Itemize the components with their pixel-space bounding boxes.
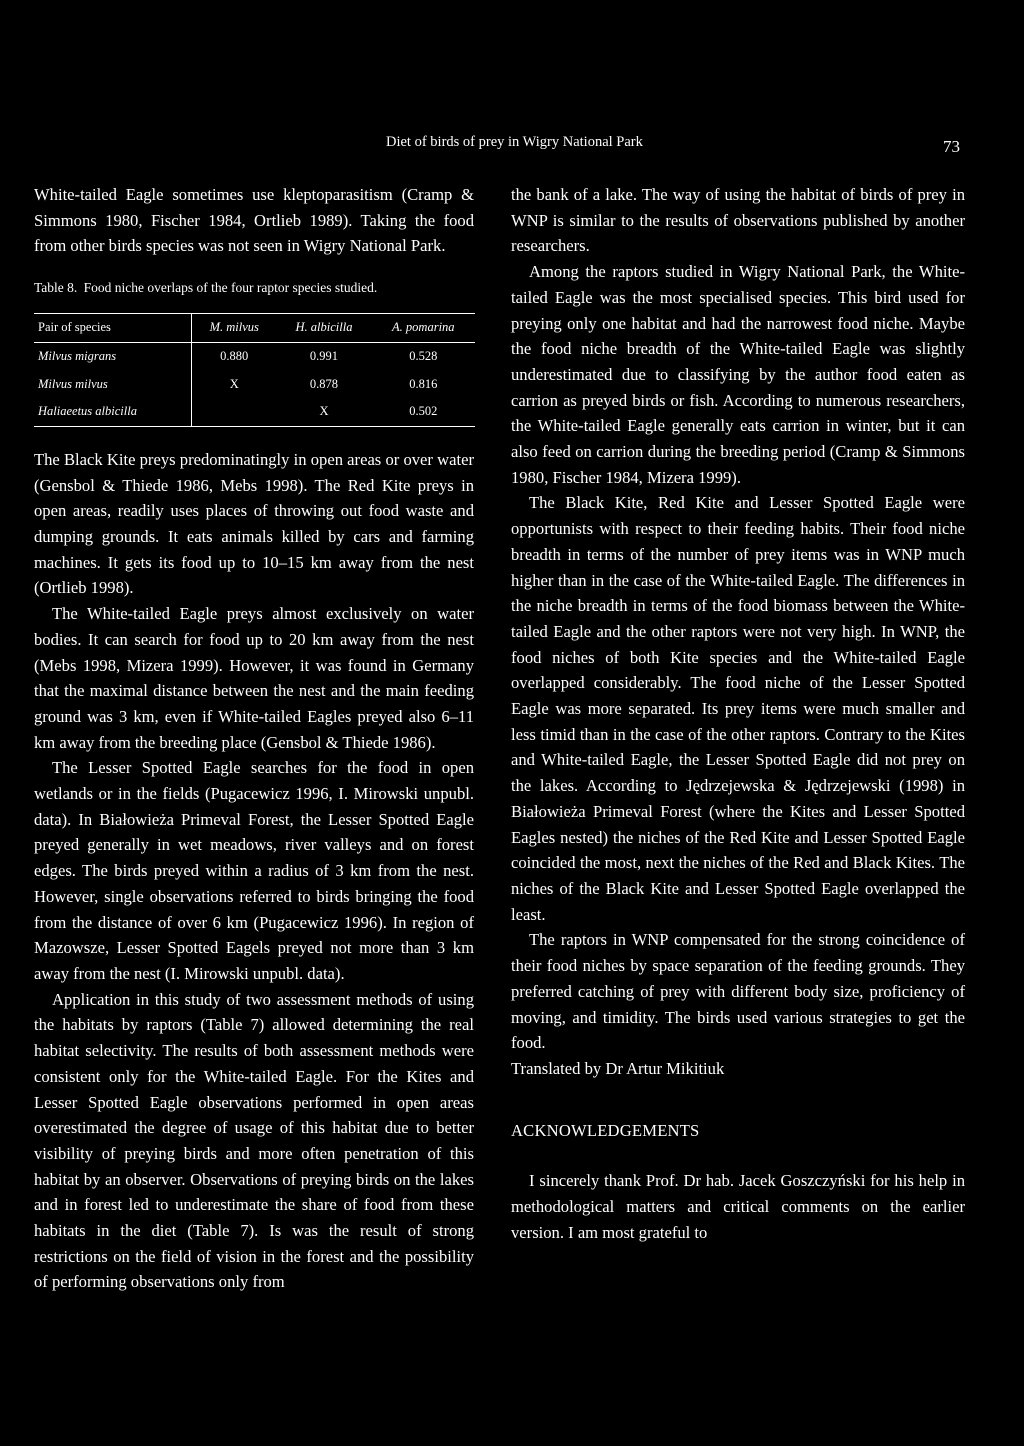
table-cell: 0.528 xyxy=(409,348,438,363)
translator-credit: Translated by Dr Artur Mikitiuk xyxy=(511,1058,725,1078)
table-label: Table 8. xyxy=(34,280,78,296)
table-cell: 0.878 xyxy=(309,376,339,391)
table-cell: Milvus milvus xyxy=(34,371,192,399)
table-cell: Haliaeetus albicilla xyxy=(34,398,192,426)
left-paragraph-5: Application in this study of two assessment methods of using the habitats by raptors (Table 7) allowed determining the real habitat selectivity. The results of both assessment methods were consistent only for the White-tailed Eagle. For the Kites and Lesser Spotted Eagle observations performed in open areas overestimated the degree of usage of this habitat due to better visibility of preying birds and more often penetration of this habitat by an observer. Observations of preying birds on the lakes and in forest led to underestimate the share of food from these habitats in the diet (Table 7). Is was the result of strong restrictions on the field of vision in the forest and the possibility of performing observations only from xyxy=(34,989,474,1292)
left-paragraph-2: The Black Kite preys predominatingly in open areas or over water (Gensbol & Thiede 1986, Mebs 1998). The Red Kite preys in open areas, readily uses places of throwing out food waste and dumping grounds. It eats animals killed by cars and farming machines. It gets its food up to 10–15 km away from the nest (Ortlieb 1998). xyxy=(34,449,474,598)
right-paragraph-1: the bank of a lake. The way of using the habitat of birds of prey in WNP is similar to the results of observations published by another researchers. xyxy=(511,185,965,256)
table-cell: X xyxy=(276,398,371,426)
right-paragraph-2: Among the raptors studied in Wigry National Park, the White-tailed Eagle was the most specialised species. This bird used for preying only one habitat and had the narrowest food niche. Maybe the food niche breadth of the White-tailed Eagle was slightly underestimated due to classifying by the author food eaten as carrion as preyed birds or fish. According to numerous researchers, the White-tailed Eagle generally eats carrion in winter, but it can also feed on carrion during the breeding period (Cramp & Simmons 1980, Fischer 1984, Mizera 1999). xyxy=(511,262,965,487)
table-cell: X xyxy=(229,376,239,391)
table-row xyxy=(34,398,475,426)
table-row xyxy=(34,371,475,399)
table-header-cell: M. milvus xyxy=(192,314,277,343)
table-cell: Milvus migrans xyxy=(34,342,192,370)
left-paragraph-3: The White-tailed Eagle preys almost exclusively on water bodies. It can search for food up to 20 km away from the nest (Mebs 1998, Mizera 1999). However, it was found in Germany that the maximal distance between the nest and the main feeding ground was 3 km, even if White-tailed Eagles preyed also 6–11 km away from the breeding place (Gensbol & Thiede 1986). xyxy=(34,604,474,752)
table-cell: 0.991 xyxy=(309,348,339,363)
page-number: 73 xyxy=(943,137,960,156)
table-caption xyxy=(34,279,474,297)
niche-overlap-table xyxy=(34,313,475,427)
table-header-row xyxy=(34,314,475,343)
left-column xyxy=(34,182,474,1295)
table-cell: 0.880 xyxy=(220,348,249,363)
table-header-cell: Pair of species xyxy=(34,314,192,343)
table-row xyxy=(34,342,475,370)
table-header-cell: H. albicilla xyxy=(276,314,371,343)
acknowledgements-heading: ACKNOWLEDGEMENTS xyxy=(511,1120,700,1140)
running-title: Diet of birds of prey in Wigry National Park xyxy=(386,134,643,150)
right-paragraph-3: The Black Kite, Red Kite and Lesser Spotted Eagle were opportunists with respect to their feeding habits. Their food niche breadth in terms of the number of prey items was in WNP much higher than in the case of the White-tailed Eagle. The differences in the niche breadth in terms of the food biomass between the White-tailed Eagle and the other raptors were not very high. In WNP, the food niches of both Kite species and the White-tailed Eagle overlapped considerably. The food niche of the Lesser Spotted Eagle was more separated. Its prey items were much smaller and less timid than in the case of the other raptors. Contrary to the Kites and White-tailed Eagle, the Lesser Spotted Eagle did not prey on the lakes. According to Jędrzejewska & Jędrzejewski (1998) in Białowieża Primeval Forest (where the Kites and Lesser Spotted Eagles nested) the niches of the Red Kite and Lesser Spotted Eagle coincided the most, next the niches of the Red and Black Kites. The niches of the Black Kite and Lesser Spotted Eagle overlapped the least. xyxy=(511,493,965,924)
right-column xyxy=(511,182,965,1245)
table-cell: 0.502 xyxy=(372,398,475,426)
page-header xyxy=(0,131,1024,155)
left-paragraph-1: White-tailed Eagle sometimes use kleptoparasitism (Cramp & Simmons 1980, Fischer 1984, Ortlieb 1989). Taking the food from other birds species was not seen in Wigry National Park. xyxy=(34,185,474,256)
table-header-cell: A. pomarina xyxy=(372,314,475,343)
acknowledgements-text: I sincerely thank Prof. Dr hab. Jacek Goszczyński for his help in methodological matters and critical comments on the earlier version. I am most grateful to xyxy=(511,1171,965,1242)
table-caption-text: Food niche overlaps of the four raptor species studied. xyxy=(83,280,378,296)
left-paragraph-4: The Lesser Spotted Eagle searches for the food in open wetlands or in the fields (Pugacewicz 1996, I. Mirowski unpubl. data). In Białowieża Primeval Forest, the Lesser Spotted Eagle preyed generally in wet meadows, river valleys and on forest edges. The birds preyed within a radius of 3 km from the nest. However, single observations referred to birds bringing the food from the distance of over 6 km (Pugacewicz 1996). In region of Mazowsze, Lesser Spotted Eagels preyed not more than 3 km away from the nest (I. Mirowski unpubl. data). xyxy=(34,758,474,983)
table-cell: 0.816 xyxy=(409,376,438,391)
table-cell xyxy=(192,398,277,426)
right-paragraph-4: The raptors in WNP compensated for the strong coincidence of their food niches by space separation of the feeding grounds. They preferred catching of prey with different body size, proficiency of moving, and timidity. The birds used various strategies to get the food. xyxy=(511,930,965,1053)
